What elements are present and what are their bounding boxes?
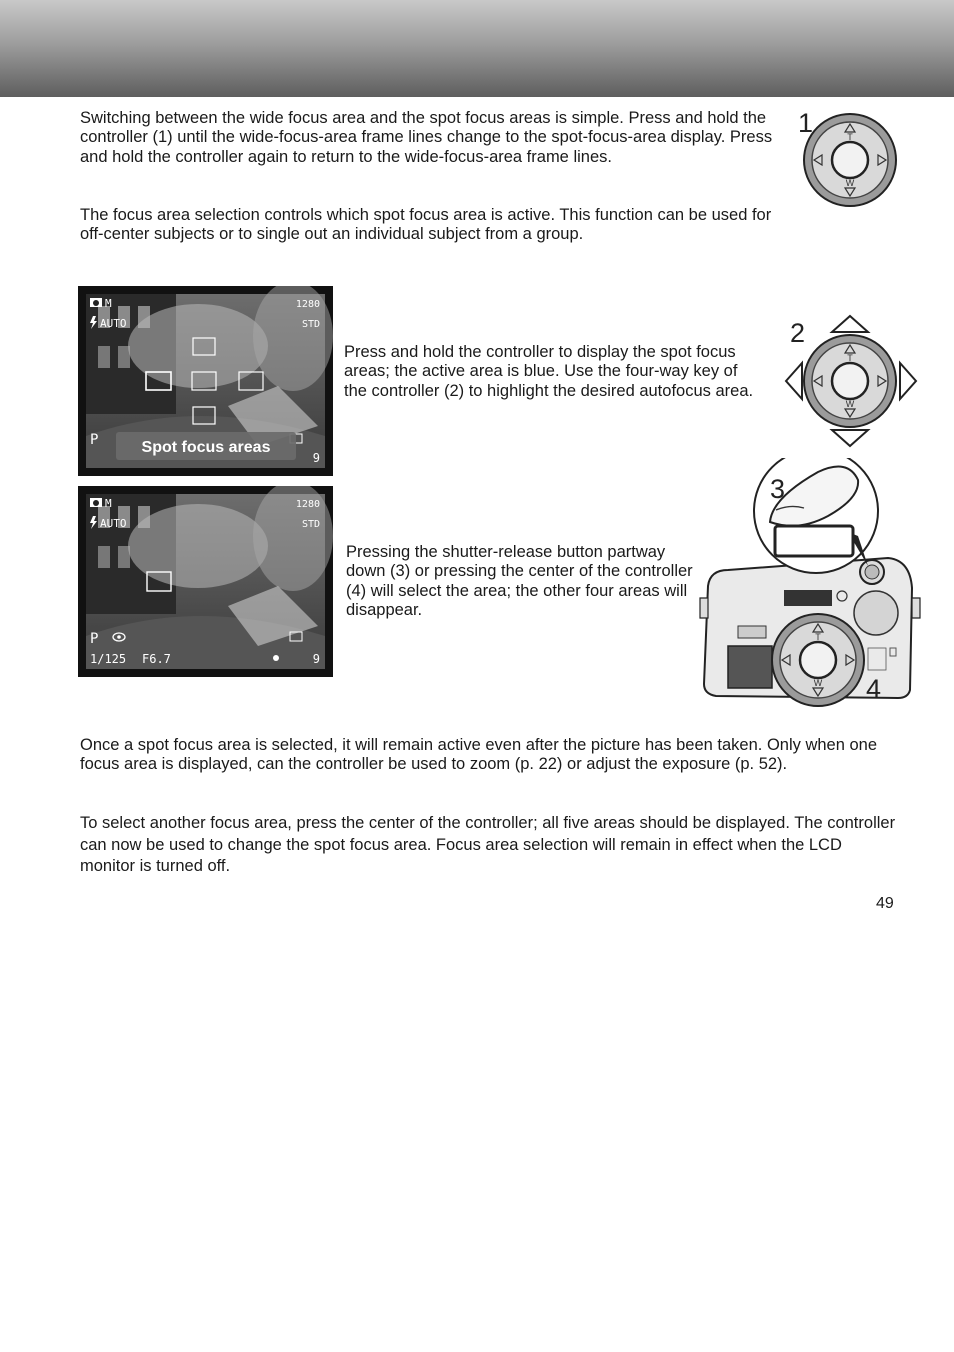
tele-letter: T	[847, 132, 853, 142]
lcd1-exposure-mode: P	[90, 432, 99, 448]
step3-paragraph: Pressing the shutter-release button partway down (3) or pressing the center of the controller (4) will select the area; the other four areas will disappear.	[346, 543, 693, 619]
spot-focus-areas-label: Spot focus areas	[141, 439, 271, 456]
lcd1-mode: M	[105, 297, 112, 310]
controller-2-illustration	[784, 312, 920, 448]
lcd2-flash: AUTO	[100, 517, 127, 530]
wide-letter: W	[845, 178, 855, 188]
tele-letter: T	[847, 353, 853, 363]
figure-number-3: 3	[770, 474, 786, 504]
lcd-screen-selected-area	[78, 486, 333, 677]
lcd2-mode: M	[105, 497, 112, 510]
lcd1-size: 1280	[295, 299, 320, 310]
lcd2-quality: STD	[301, 519, 320, 530]
lcd1-quality: STD	[301, 319, 320, 330]
lcd2-size: 1280	[295, 499, 320, 510]
intro-paragraph: Switching between the wide focus area and the spot focus areas is simple. Press and hold the controller (1) until the wide-focus-area frame lines change to the spot-focus-area display. Press and hold the controller again to return to the wide-focus-area frame lines.	[80, 109, 773, 166]
arrow-right-icon	[900, 363, 916, 399]
lcd2-shutter: 1/125	[90, 652, 127, 666]
figure-number-2: 2	[790, 318, 806, 348]
wide-letter: W	[845, 399, 855, 409]
arrow-up-icon	[832, 316, 868, 332]
lcd-screen-spot-areas	[78, 286, 333, 476]
remain-paragraph: Once a spot focus area is selected, it will remain active even after the picture has been taken. Only when one focus area is displayed, can the controller be used to zoom (p. 22) or adjust the exposure (p. 52).	[80, 736, 878, 774]
figure-number-1: 1	[798, 108, 814, 138]
step2-paragraph: Press and hold the controller to display the spot focus areas; the active area is blue. Use the four-way key of the controller (2) to highlight the desired autofocus area.	[344, 343, 754, 400]
page-number: 49	[876, 895, 894, 912]
figure-number-4: 4	[866, 674, 882, 704]
selection-paragraph: The focus area selection controls which spot focus area is active. This function can be used for off-center subjects or to single out an individual subject from a group.	[80, 206, 772, 244]
focus-signal-icon	[273, 655, 279, 661]
controller-1-illustration	[792, 106, 902, 210]
another-paragraph: To select another focus area, press the center of the controller; all five areas should be displayed. The controller can now be used to change the spot focus area. Focus area selection will remain in effect when the LCD monitor is turned off.	[80, 814, 896, 875]
lcd2-aperture: F6.7	[142, 652, 171, 666]
camera-shutter-illustration	[698, 458, 922, 710]
header-bar	[0, 0, 954, 97]
wide-letter: W	[813, 678, 823, 688]
controller-center-button	[800, 642, 836, 678]
lcd2-exposure-mode: P	[90, 631, 99, 647]
lcd1-flash: AUTO	[100, 317, 127, 330]
lcd2-frames: 9	[312, 652, 320, 666]
arrow-left-icon	[786, 363, 802, 399]
arrow-down-icon	[832, 430, 868, 446]
lcd1-frames: 9	[312, 451, 320, 465]
shutter-release-button	[775, 526, 853, 556]
tele-letter: T	[815, 632, 821, 642]
